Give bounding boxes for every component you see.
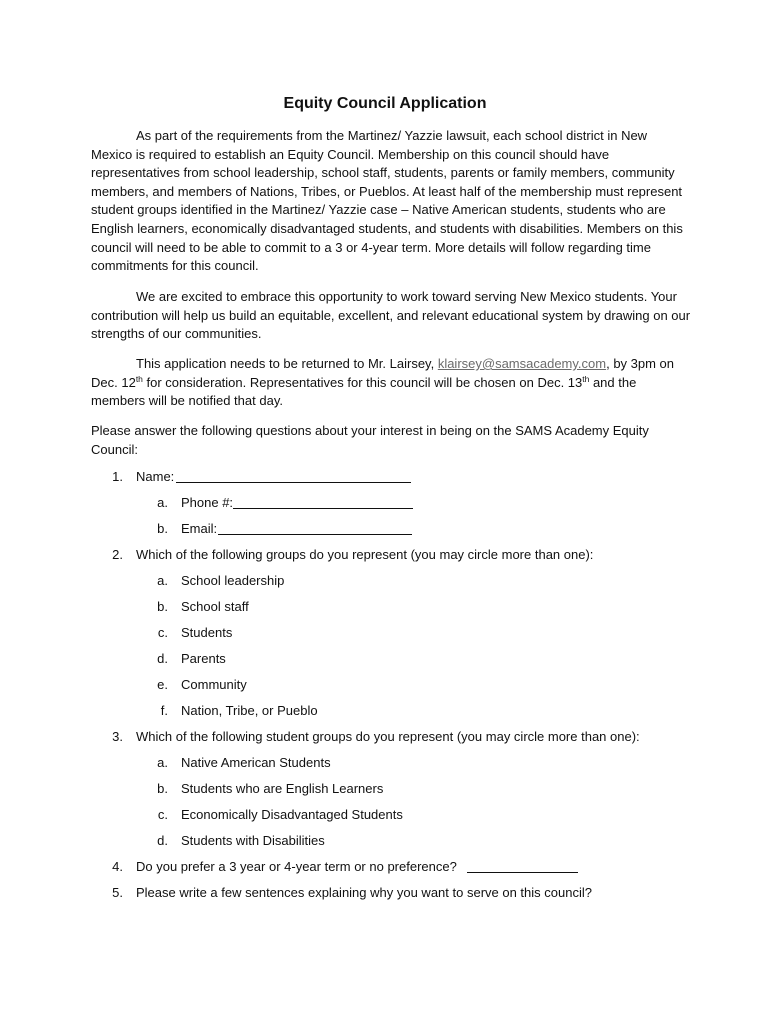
instructions-paragraph: Please answer the following questions about your interest in being on the SAMS Academy Equity Council: [91, 423, 649, 457]
name-blank[interactable] [176, 470, 411, 483]
email-blank[interactable] [218, 522, 412, 535]
intro-paragraph-1: As part of the requirements from the Martinez/ Yazzie lawsuit, each school district in New Mexico is required to establish an Equity Council. Membership on this council should have representatives from school leadership, school staff, students, parents or family members, community members, and members of Nations, Tribes, or Pueblos. At least half of the membership must represent student groups identified in the Martinez/ Yazzie case – Native American students, students who are English learners, economically disadvantaged students, and students with disabilities. Members on this council will need to be able to commit to a 3 or 4-year term. More details will follow regarding time commitments for this council. [91, 128, 683, 274]
application-page: Equity Council Application As part of the requirements from the Martinez/ Yazzie lawsuit, each school district in New Mexico is required to establish an Equity Council. Membership on this council should have representatives from school leadership, school staff, students, parents or family members, community members, and members of Nations, Tribes, or Pueblos. At least half of the membership must represent student groups identified in the Martinez/ Yazzie case – Native American students, students who are English learners, economically disadvantaged students, and students with disabilities. Members on this council will need to be able to commit to a 3 or 4-year term. More details will follow regarding time commitments for this council. We are excited to embrace this opportunity to work toward serving New Mexico students. Your contribution will help us build an equitable, excellent, and relevant educational system by drawing on our strengths of our communities. This application needs to be returned to Mr. Lairsey, klairsey@samsacademy.com, by 3pm on Dec. 12th for consideration. Representatives for this council will be chosen on Dec. 13th and the members will be notified that day. Please answer the following questions about your interest in being on the SAMS Academy Equity Council: 1. Name: a. Phone #: b. Email: 2. Which of the following groups do you represent (you may circle more than one): a. School leadership b. School staff c. Students d. Parents e. Community f. Nation, Tribe, or Pueblo 3. Which of the following student groups do you represent (you may circle more than one): a. Native American Students b. Students who are English Learners c. Economically Disadvantaged Students d. Students with Disabilities 4. Do you prefer a 3 year or 4-year term or no preference? 5. Please write a few sentences explaining why you want to serve on this council? [0, 0, 770, 1024]
question-label: Name: [136, 469, 175, 484]
intro-paragraph-2: We are excited to embrace this opportunity to work toward serving New Mexico students. Your contribution will help us build an equitable, excellent, and relevant educational system by drawing on our strengths of our communities. [91, 289, 691, 342]
page-title: Equity Council Application [283, 95, 487, 112]
term-preference-blank[interactable] [467, 860, 578, 873]
email-link[interactable]: klairsey@samsacademy.com [437, 356, 607, 371]
phone-blank[interactable] [233, 496, 413, 509]
question-number: 1. [112, 469, 123, 484]
intro-paragraph-3: This application needs to be returned to Mr. Lairsey, klairsey@samsacademy.com, by 3pm on Dec. 12th for consideration. Representatives for this council will be chosen on Dec. 13th and the members will be notified that day. [91, 356, 675, 409]
